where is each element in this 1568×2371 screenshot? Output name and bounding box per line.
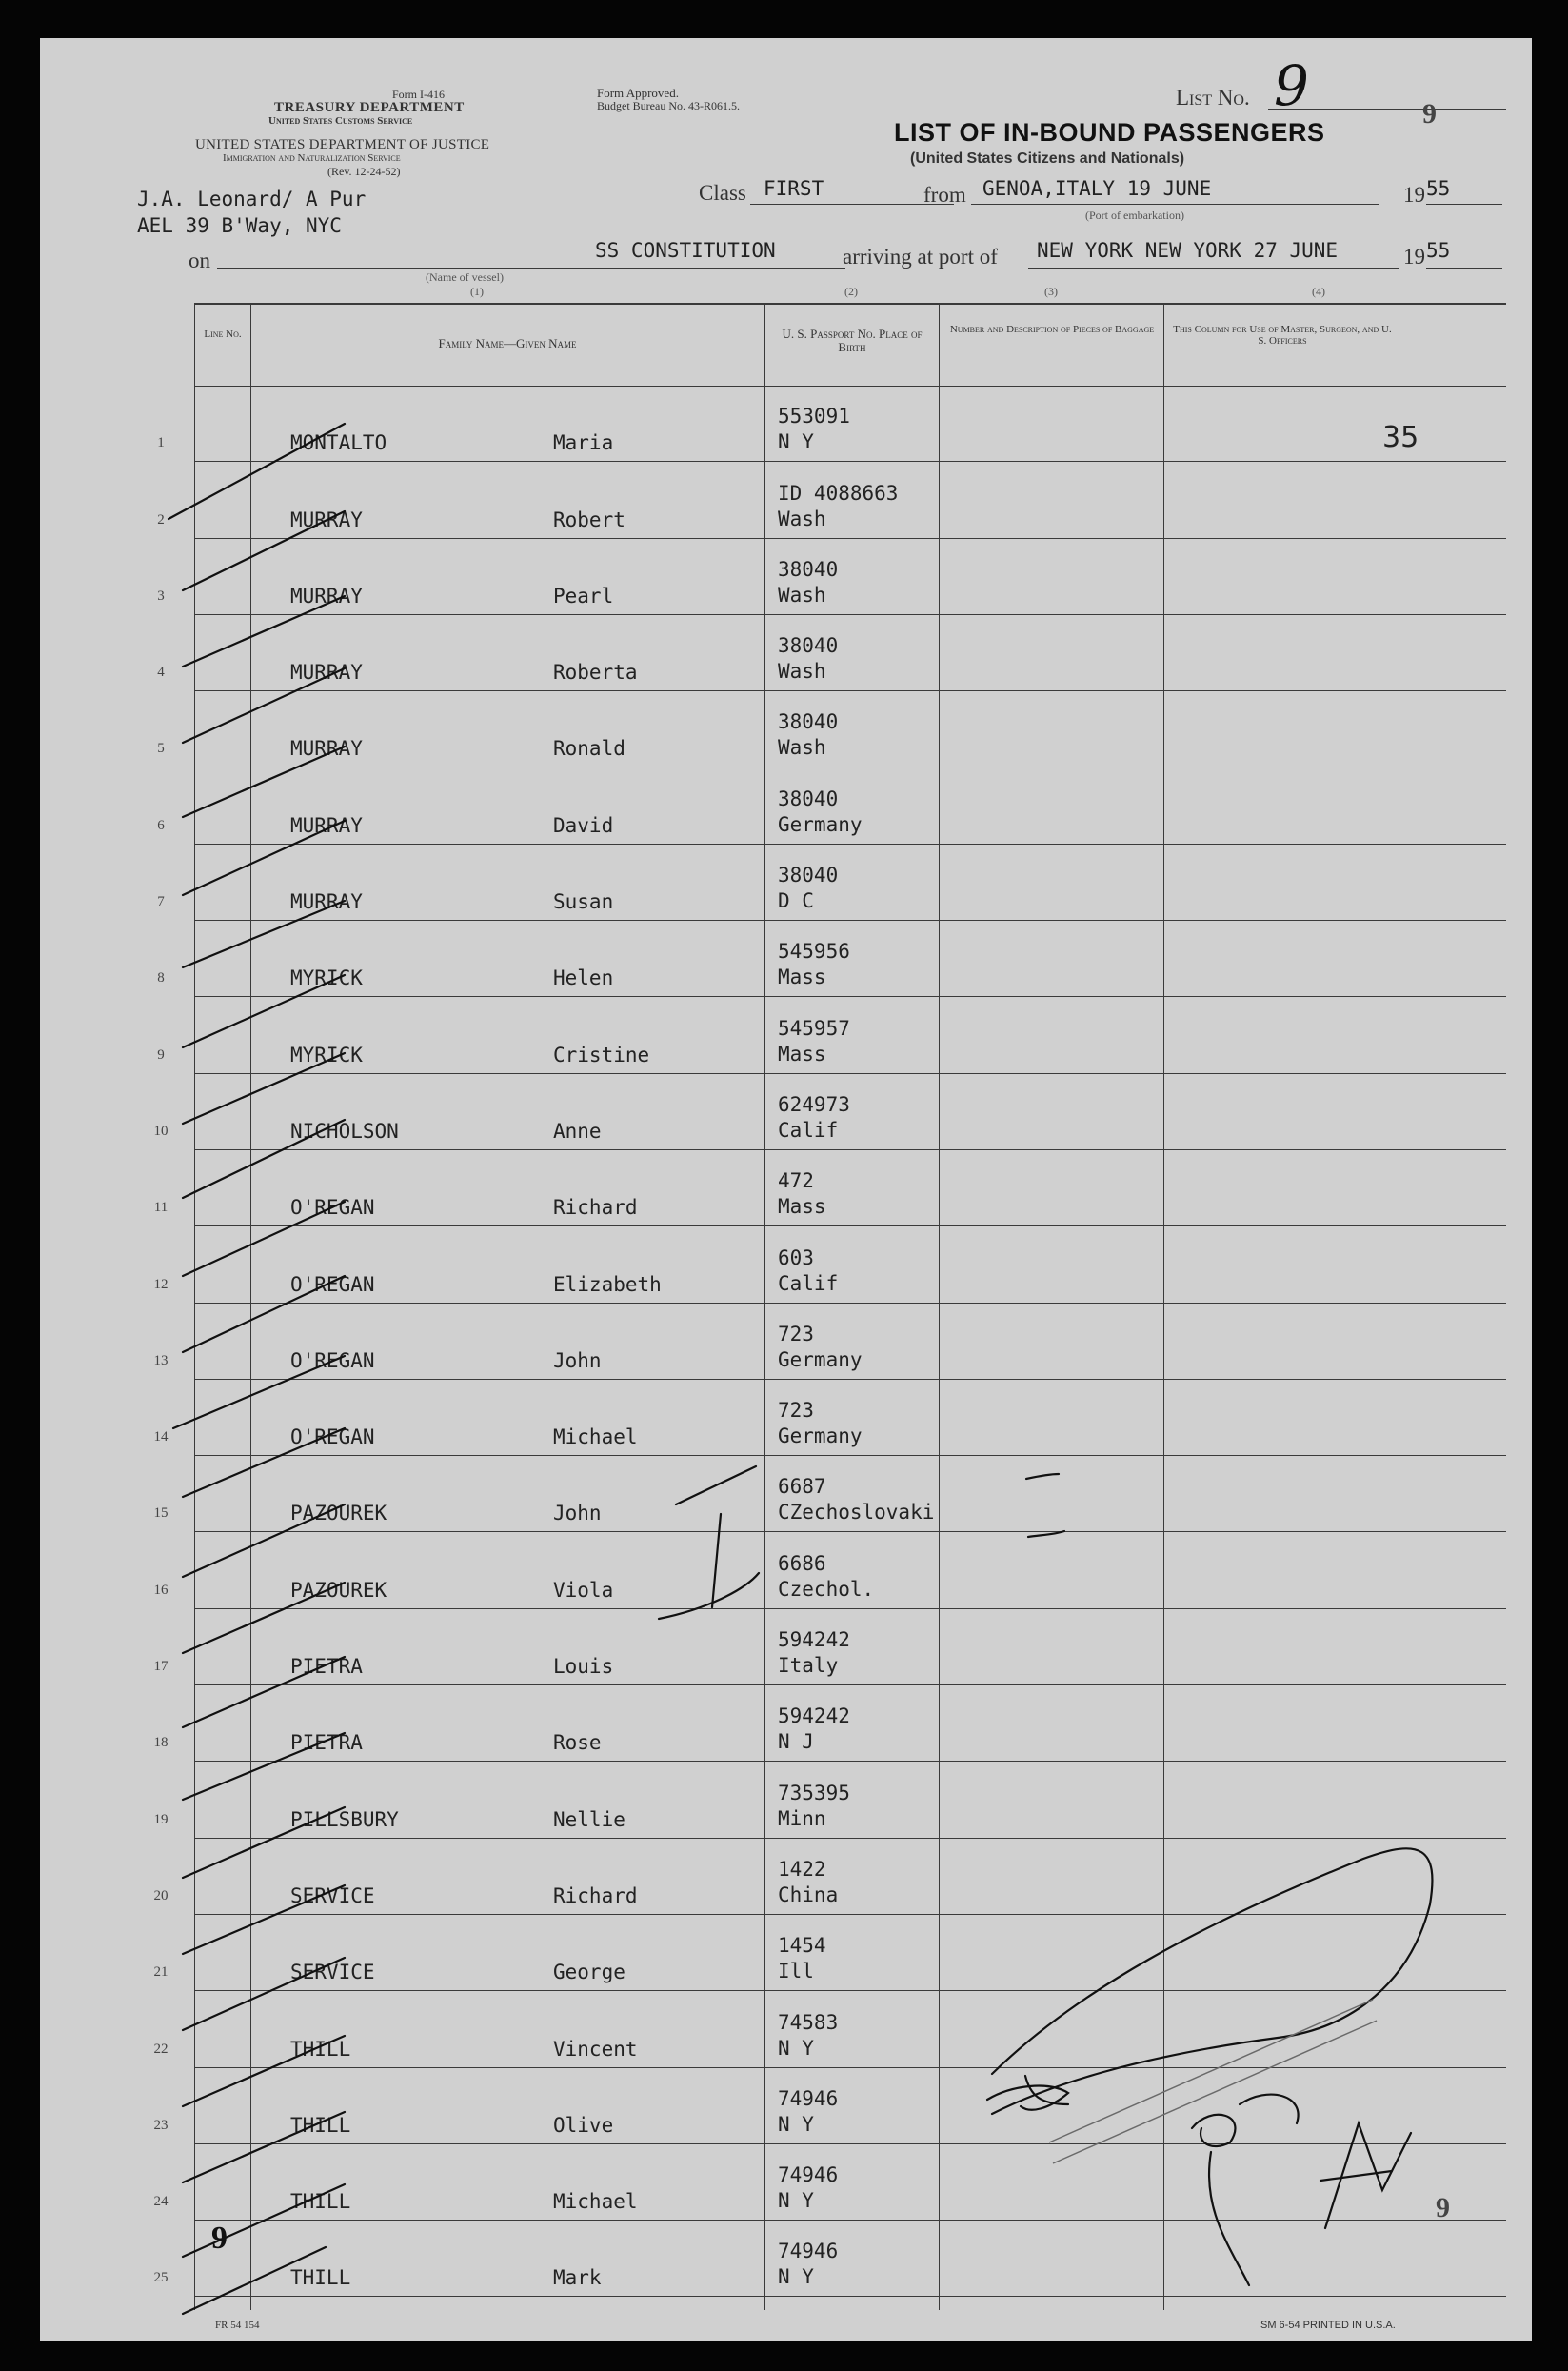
given-name: Richard: [553, 1883, 638, 1907]
passport-number: 74946: [778, 2163, 839, 2187]
line-number: 24: [153, 2194, 169, 2210]
line-number: 4: [157, 665, 165, 681]
handwritten-marks: [40, 38, 1532, 2341]
family-name: THILL: [290, 2113, 351, 2137]
passport-number: 6687: [778, 1475, 826, 1499]
given-name: John: [553, 1502, 602, 1525]
passport-number: 38040: [778, 787, 839, 810]
passport-number: 735395: [778, 1781, 850, 1804]
line-number: 19: [153, 1811, 169, 1827]
arrival-port-date: NEW YORK NEW YORK 27 JUNE: [1037, 239, 1339, 262]
form-number: Form I-416: [392, 88, 445, 101]
given-name: Susan: [553, 890, 614, 914]
line-number: 1: [157, 435, 165, 451]
port-of-embarkation: GENOA,ITALY 19 JUNE: [982, 177, 1212, 200]
ins-heading: Immigration and Naturalization Service: [223, 152, 401, 164]
col-header-line-no: Line No.: [204, 329, 242, 340]
family-name: MURRAY: [290, 584, 363, 608]
given-name: Anne: [553, 1119, 602, 1143]
passport-number: ID 4088663: [778, 481, 899, 505]
arriving-label: arriving at port of: [843, 245, 998, 269]
place-of-birth: Mass: [778, 1195, 826, 1219]
family-name: SERVICE: [290, 1961, 375, 1984]
place-of-birth: Mass: [778, 966, 826, 989]
vessel-note: (Name of vessel): [426, 270, 504, 284]
place-of-birth: Germany: [778, 1347, 863, 1371]
family-name: THILL: [290, 2190, 351, 2214]
col-number-3: (3): [1044, 285, 1058, 298]
passport-number: 74946: [778, 2086, 839, 2110]
check-mark: [183, 1733, 345, 1800]
budget-bureau: Budget Bureau No. 43-R061.5.: [597, 99, 740, 112]
revision-date: (Rev. 12-24-52): [327, 165, 401, 178]
initials-stroke: [1320, 2171, 1392, 2181]
page-title: LIST OF IN-BOUND PASSENGERS: [894, 118, 1325, 147]
vessel-name: SS CONSTITUTION: [595, 239, 776, 262]
family-name: O'REGAN: [290, 1272, 375, 1296]
initials-stroke: [1209, 2152, 1249, 2285]
bracket-mark: [712, 1514, 721, 1607]
place-of-birth: N Y: [778, 2036, 814, 2060]
check-mark: [183, 1276, 345, 1352]
line-number: 16: [153, 1582, 169, 1598]
check-mark: [169, 424, 345, 519]
place-of-birth: N Y: [778, 2112, 814, 2136]
check-mark: [183, 1958, 345, 2030]
passport-number: 1454: [778, 1934, 826, 1958]
family-name: THILL: [290, 2266, 351, 2290]
place-of-birth: Wash: [778, 583, 826, 607]
family-name: MURRAY: [290, 737, 363, 761]
place-of-birth: Calif: [778, 1118, 839, 1142]
line-number: 7: [157, 894, 165, 910]
form-approved: Form Approved.: [597, 86, 679, 100]
check-mark: [183, 1504, 345, 1577]
family-name: MURRAY: [290, 661, 363, 685]
line-number: 18: [153, 1735, 169, 1751]
year-value: 55: [1426, 177, 1451, 200]
family-name: MURRAY: [290, 813, 363, 837]
dash-mark: [1026, 1474, 1059, 1479]
agent-line-1: J.A. Leonard/ A Pur: [137, 188, 367, 210]
family-name: PAZOUREK: [290, 1578, 387, 1602]
family-name: MONTALTO: [290, 431, 387, 455]
initials-stroke: [1240, 2095, 1299, 2123]
initials-stroke: [1325, 2123, 1411, 2228]
family-name: PAZOUREK: [290, 1502, 387, 1525]
col-header-officers: This Column for Use of Master, Surgeon, and U. S. Officers: [1173, 324, 1392, 347]
check-mark: [183, 668, 345, 743]
place-of-birth: Calif: [778, 1271, 839, 1295]
year2-value: 55: [1426, 239, 1451, 262]
passport-number: 74946: [778, 2240, 839, 2263]
family-name: MURRAY: [290, 890, 363, 914]
col-number-4: (4): [1312, 285, 1325, 298]
place-of-birth: CZechoslovaki: [778, 1501, 935, 1524]
bracket-mark: [676, 1466, 756, 1504]
inspector-stamp: [1049, 2000, 1373, 2142]
page-subtitle: (United States Citizens and Nationals): [910, 150, 1185, 167]
class-label: Class: [699, 181, 746, 205]
check-mark: [183, 2112, 345, 2182]
place-of-birth: Italy: [778, 1654, 839, 1678]
passport-number: 603: [778, 1245, 814, 1269]
line-number: 12: [153, 1276, 169, 1292]
line-number: 10: [153, 1123, 169, 1139]
family-name: MYRICK: [290, 1043, 363, 1066]
place-of-birth: Germany: [778, 812, 863, 836]
given-name: Louis: [553, 1655, 614, 1679]
family-name: PIETRA: [290, 1655, 363, 1679]
check-mark: [183, 901, 345, 967]
passport-number: 74583: [778, 2010, 839, 2034]
check-mark: [183, 1885, 345, 1954]
passport-number: 38040: [778, 634, 839, 658]
check-mark: [183, 596, 345, 667]
col-header-passport: U. S. Passport No. Place of Birth: [782, 327, 923, 354]
line-number: 9: [157, 1046, 165, 1063]
check-mark: [183, 1657, 345, 1727]
family-name: NICHOLSON: [290, 1119, 399, 1143]
check-mark: [183, 2184, 345, 2257]
family-name: SERVICE: [290, 1883, 375, 1907]
family-name: O'REGAN: [290, 1425, 375, 1449]
given-name: Cristine: [553, 1043, 650, 1066]
passport-number: 553091: [778, 405, 850, 428]
passport-number: 472: [778, 1169, 814, 1193]
given-name: Olive: [553, 2113, 614, 2137]
place-of-birth: Germany: [778, 1425, 863, 1448]
passport-number: 723: [778, 1399, 814, 1423]
line-number: 21: [153, 1964, 169, 1981]
footer-form-code: FR 54 154: [215, 2320, 260, 2331]
family-name: THILL: [290, 2037, 351, 2061]
given-name: Viola: [553, 1578, 614, 1602]
line-number: 14: [153, 1429, 169, 1445]
check-mark: [183, 1202, 345, 1276]
place-of-birth: Wash: [778, 660, 826, 684]
family-name: PIETRA: [290, 1731, 363, 1755]
line-number: 15: [153, 1505, 169, 1522]
class-value: FIRST: [764, 177, 824, 200]
given-name: Nellie: [553, 1807, 625, 1831]
place-of-birth: Czechol.: [778, 1577, 875, 1601]
line-number: 5: [157, 741, 165, 757]
manifest-page: [40, 38, 1532, 2341]
col-header-baggage: Number and Description of Pieces of Baggage: [949, 324, 1155, 335]
port-embarkation-note: (Port of embarkation): [1085, 209, 1184, 222]
check-mark: [173, 1356, 345, 1428]
dash-mark: [1028, 1531, 1064, 1537]
line-number: 8: [157, 970, 165, 986]
check-mark: [183, 1428, 345, 1497]
initials-stroke: [1192, 2115, 1235, 2146]
passport-number: 38040: [778, 710, 839, 734]
on-label: on: [189, 249, 210, 272]
check-mark: [183, 1583, 345, 1653]
line-number: 23: [153, 2117, 169, 2133]
passport-number: 38040: [778, 557, 839, 581]
passport-number: 38040: [778, 864, 839, 887]
place-of-birth: Wash: [778, 736, 826, 760]
family-name: O'REGAN: [290, 1348, 375, 1372]
line-number: 3: [157, 588, 165, 604]
family-name: PILLSBURY: [290, 1807, 399, 1831]
passport-number: 723: [778, 1322, 814, 1345]
line-number: 20: [153, 1887, 169, 1903]
family-name: O'REGAN: [290, 1196, 375, 1220]
line-number: 22: [153, 2041, 169, 2057]
justice-heading: UNITED STATES DEPARTMENT OF JUSTICE: [195, 137, 490, 152]
place-of-birth: N J: [778, 1730, 814, 1754]
line-number: 25: [153, 2270, 169, 2286]
given-name: Rose: [553, 1731, 602, 1755]
given-name: Michael: [553, 1425, 638, 1449]
from-label: from: [923, 183, 966, 207]
list-label: List No.: [1176, 86, 1250, 110]
given-name: Maria: [553, 431, 614, 455]
treasury-heading: TREASURY DEPARTMENT: [274, 100, 465, 115]
given-name: David: [553, 813, 614, 837]
given-name: Elizabeth: [553, 1272, 662, 1296]
bracket-mark: [659, 1573, 759, 1619]
place-of-birth: N Y: [778, 2189, 814, 2213]
given-name: Pearl: [553, 584, 614, 608]
family-name: MYRICK: [290, 966, 363, 990]
customs-heading: United States Customs Service: [268, 115, 413, 127]
check-mark: [183, 2036, 345, 2106]
col-number-2: (2): [844, 285, 858, 298]
passport-number: 594242: [778, 1704, 850, 1728]
signature-stroke: [992, 1848, 1432, 2114]
check-mark: [183, 747, 345, 817]
given-name: Helen: [553, 966, 614, 990]
line-number: 11: [153, 1200, 169, 1216]
check-mark: [183, 975, 345, 1047]
given-name: Robert: [553, 508, 625, 531]
passport-number: 624973: [778, 1092, 850, 1116]
check-mark: [183, 1120, 345, 1198]
margin-list-number: 9: [211, 2221, 228, 2256]
given-name: John: [553, 1348, 602, 1372]
list-number-handwritten: 9: [1274, 53, 1309, 118]
check-mark: [183, 2247, 326, 2314]
officer-note-row-1: 35: [1382, 421, 1419, 454]
place-of-birth: N Y: [778, 430, 814, 454]
footer-print-note: SM 6-54 PRINTED IN U.S.A.: [1260, 2320, 1396, 2331]
given-name: George: [553, 1961, 625, 1984]
place-of-birth: Mass: [778, 1042, 826, 1066]
place-of-birth: D C: [778, 889, 814, 913]
check-mark: [183, 1807, 345, 1878]
passport-number: 594242: [778, 1628, 850, 1652]
check-mark: [183, 1053, 345, 1124]
line-number: 13: [153, 1352, 169, 1368]
col-number-1: (1): [470, 285, 484, 298]
line-number: 2: [157, 511, 165, 528]
col-header-name: Family Name—Given Name: [438, 336, 577, 350]
given-name: Mark: [553, 2266, 602, 2290]
year-prefix: 19: [1403, 183, 1425, 207]
place-of-birth: Minn: [778, 1806, 826, 1830]
bottom-list-stamp: 9: [1436, 2192, 1450, 2223]
place-of-birth: China: [778, 1883, 839, 1906]
passport-number: 545956: [778, 940, 850, 964]
year2-prefix: 19: [1403, 245, 1425, 269]
given-name: Roberta: [553, 661, 638, 685]
passport-number: 545957: [778, 1016, 850, 1040]
family-name: MURRAY: [290, 508, 363, 531]
given-name: Richard: [553, 1196, 638, 1220]
given-name: Michael: [553, 2190, 638, 2214]
check-mark: [183, 821, 345, 895]
given-name: Ronald: [553, 737, 625, 761]
line-number: 17: [153, 1659, 169, 1675]
place-of-birth: Ill: [778, 1960, 814, 1983]
check-mark: [183, 511, 345, 590]
list-number-stamp: 9: [1422, 98, 1437, 130]
passport-number: 1422: [778, 1857, 826, 1881]
place-of-birth: N Y: [778, 2265, 814, 2289]
place-of-birth: Wash: [778, 507, 826, 530]
given-name: Vincent: [553, 2037, 638, 2061]
line-number: 6: [157, 817, 165, 833]
agent-line-2: AEL 39 B'Way, NYC: [137, 214, 342, 237]
inspector-stamp: [1053, 2021, 1377, 2163]
passport-number: 6686: [778, 1551, 826, 1575]
